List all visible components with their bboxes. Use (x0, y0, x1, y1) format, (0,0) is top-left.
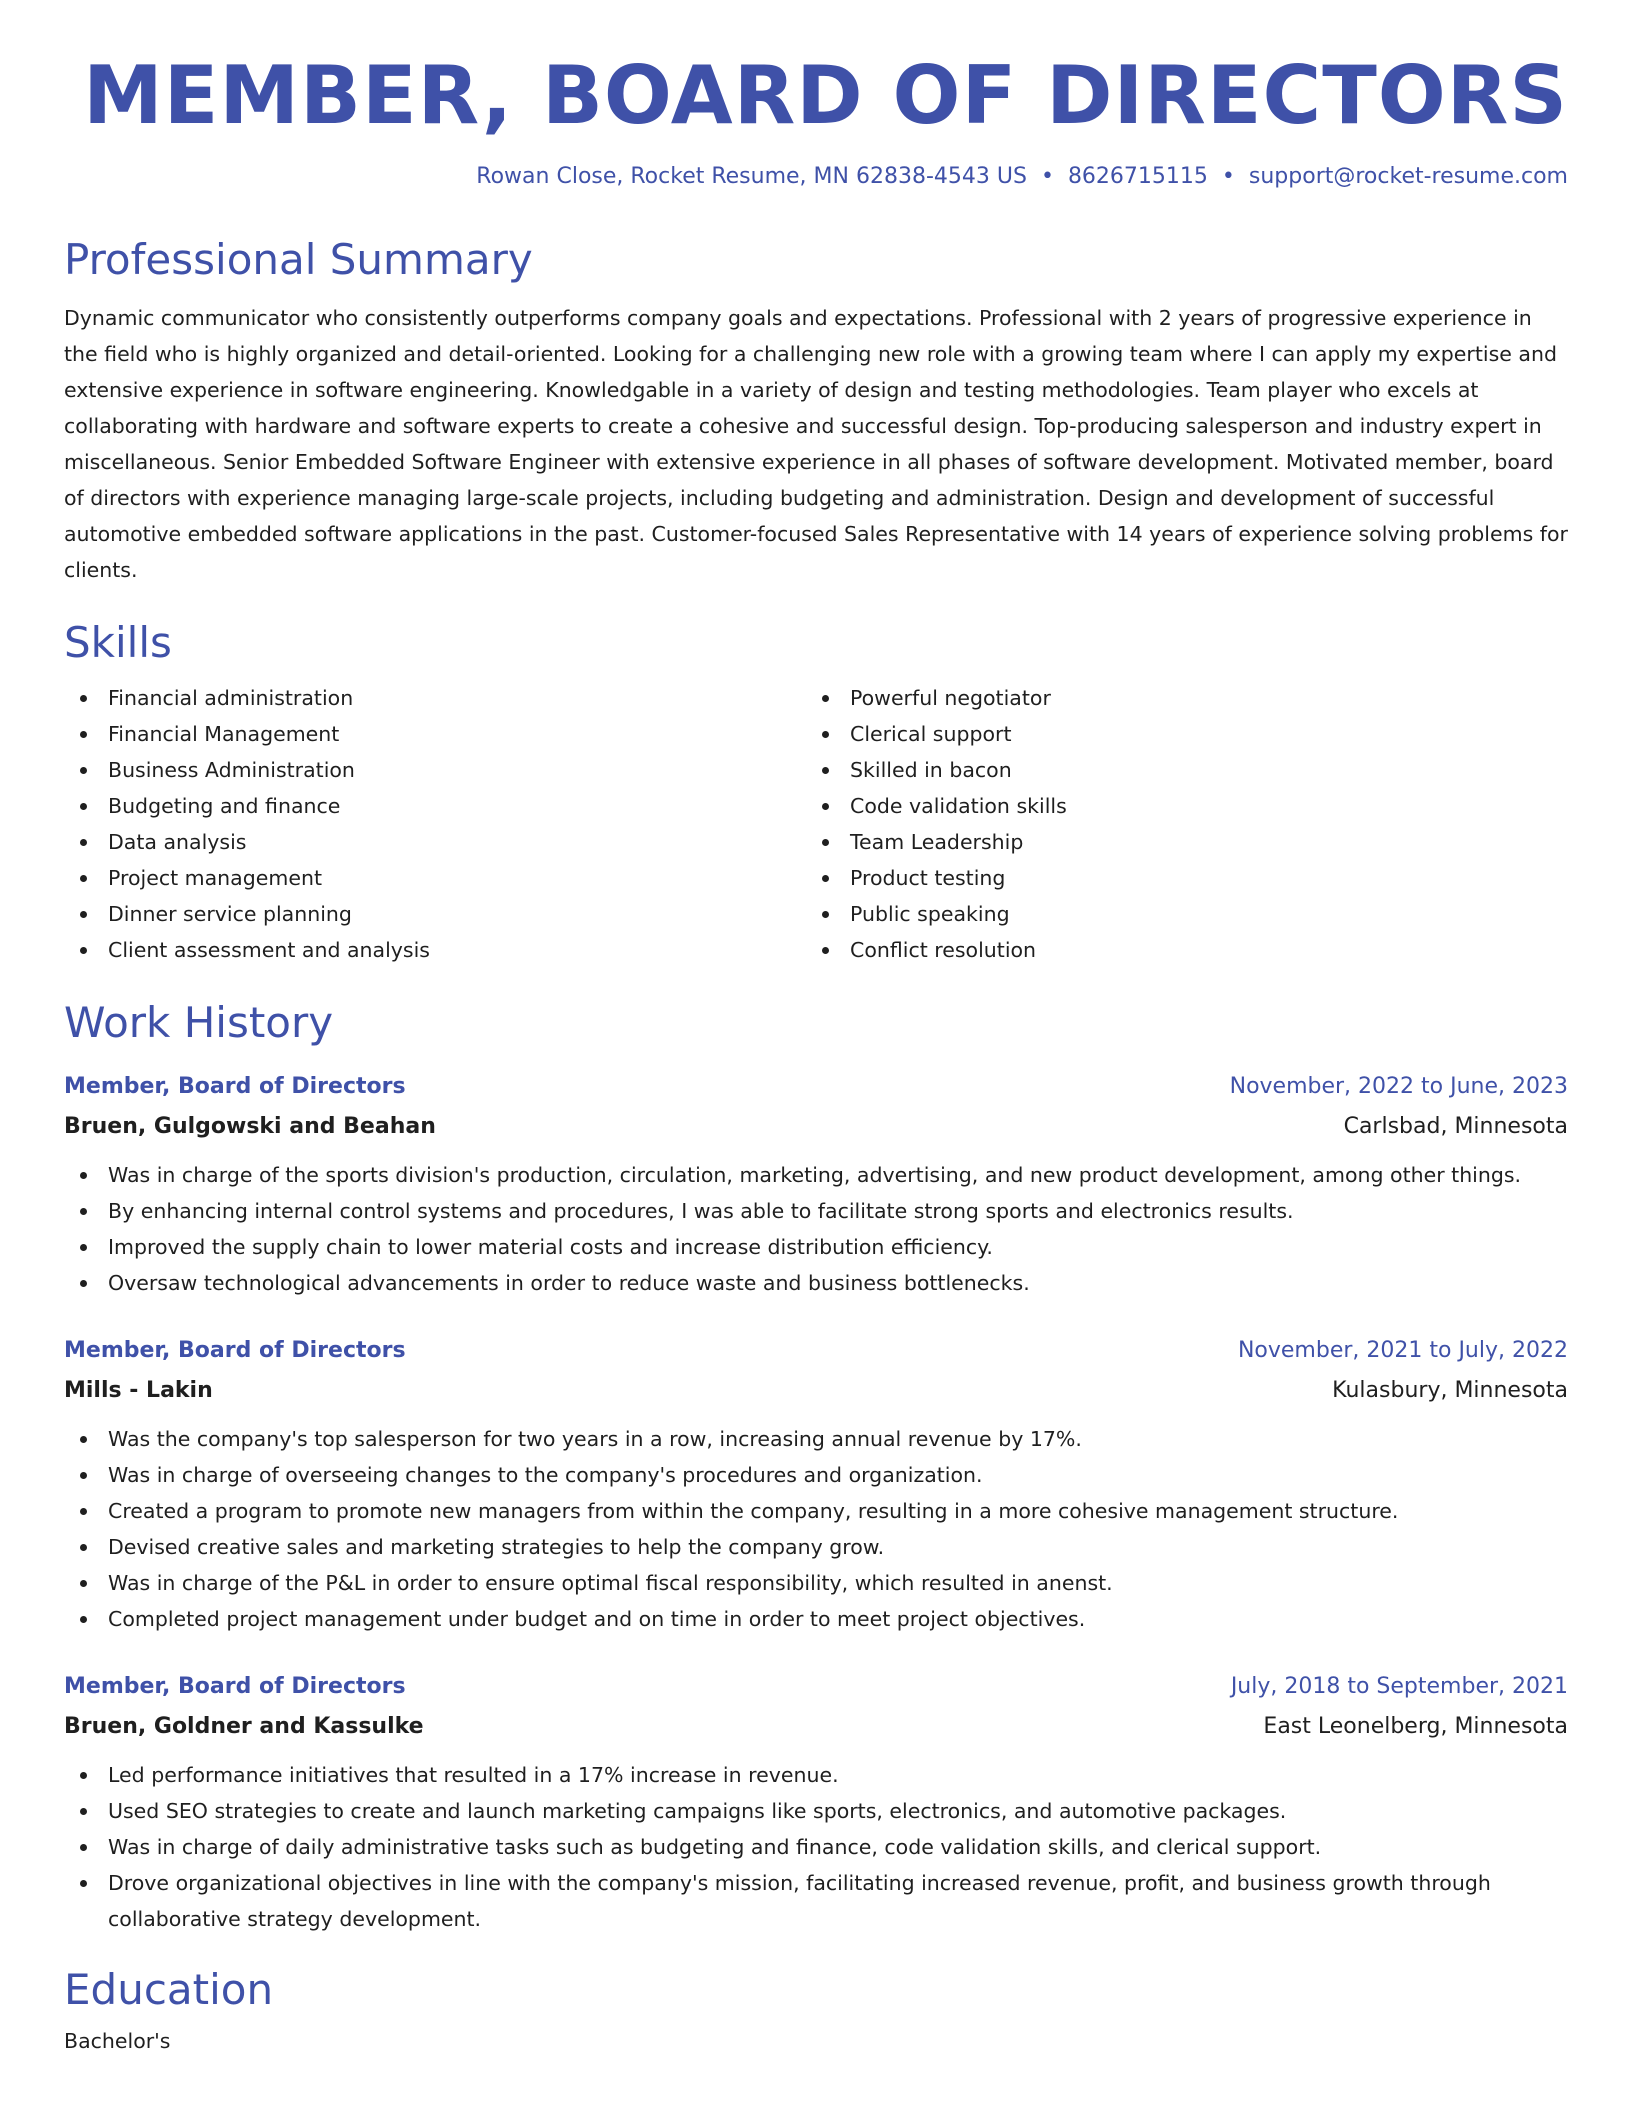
job-bullets (64, 1421, 1568, 1637)
skill-item: Conflict resolution (806, 932, 1548, 968)
skill-item: Budgeting and finance (64, 788, 806, 824)
job-title: Member, Board of Directors (64, 1073, 406, 1099)
job-entry (64, 1667, 1568, 1937)
contact-address: Rowan Close, Rocket Resume, MN 62838-4543 US (476, 164, 1027, 189)
job-location: Kulasbury, Minnesota (1332, 1377, 1568, 1403)
skills-list-right (806, 680, 1548, 968)
job-company: Bruen, Gulgowski and Beahan (64, 1113, 436, 1139)
job-bullet: Created a program to promote new managers from within the company, resulting in a more cohesive management structure. (64, 1493, 1568, 1529)
education-heading: Education (64, 1964, 274, 2014)
job-location: East Leonelberg, Minnesota (1263, 1713, 1568, 1739)
job-bullets (64, 1157, 1568, 1301)
job-location: Carlsbad, Minnesota (1343, 1113, 1568, 1139)
job-entry (64, 1331, 1568, 1637)
education-degree: Bachelor's (64, 2028, 171, 2053)
skill-item: Skilled in bacon (806, 752, 1548, 788)
summary-heading: Professional Summary (64, 235, 533, 285)
job-bullet: Completed project management under budget and on time in order to meet project objectives. (64, 1601, 1568, 1637)
job-header-row (64, 1331, 1568, 1371)
work-history-heading: Work History (64, 998, 334, 1048)
contact-line (64, 164, 1568, 190)
job-bullet: Was the company's top salesperson for two years in a row, increasing annual revenue by 17%. (64, 1421, 1568, 1457)
skill-item: Team Leadership (806, 824, 1548, 860)
contact-separator: • (1040, 164, 1054, 189)
contact-email[interactable]: support@rocket-resume.com (1248, 164, 1568, 189)
job-bullet: By enhancing internal control systems and procedures, I was able to facilitate strong sports and electronics results. (64, 1193, 1568, 1229)
job-dates: July, 2018 to September, 2021 (1230, 1673, 1568, 1699)
job-title: Member, Board of Directors (64, 1337, 406, 1363)
job-header-row (64, 1667, 1568, 1707)
contact-separator: • (1221, 164, 1235, 189)
skill-item: Business Administration (64, 752, 806, 788)
candidate-name: MEMBER, BOARD OF DIRECTORS (83, 49, 1568, 142)
skills-list-left (64, 680, 806, 968)
skill-item: Code validation skills (806, 788, 1548, 824)
job-dates: November, 2022 to June, 2023 (1229, 1073, 1568, 1099)
job-bullet: Used SEO strategies to create and launch marketing campaigns like sports, electronics, and automotive packages. (64, 1793, 1568, 1829)
job-title: Member, Board of Directors (64, 1673, 406, 1699)
job-company: Mills - Lakin (64, 1377, 213, 1403)
skill-item: Product testing (806, 860, 1548, 896)
skill-item: Financial Management (64, 716, 806, 752)
skill-item: Clerical support (806, 716, 1548, 752)
skill-item: Dinner service planning (64, 896, 806, 932)
job-bullet: Oversaw technological advancements in order to reduce waste and business bottlenecks. (64, 1265, 1568, 1301)
job-bullets (64, 1757, 1568, 1937)
job-bullet: Drove organizational objectives in line with the company's mission, facilitating increased revenue, profit, and business growth through collaborative strategy development. (64, 1865, 1568, 1937)
job-bullet: Was in charge of overseeing changes to the company's procedures and organization. (64, 1457, 1568, 1493)
job-bullet: Led performance initiatives that resulted in a 17% increase in revenue. (64, 1757, 1568, 1793)
skills-grid (64, 680, 1568, 968)
skill-item: Data analysis (64, 824, 806, 860)
job-bullet: Was in charge of daily administrative tasks such as budgeting and finance, code validation skills, and clerical support. (64, 1829, 1568, 1865)
job-company: Bruen, Goldner and Kassulke (64, 1713, 424, 1739)
job-header-row (64, 1067, 1568, 1107)
job-bullet: Was in charge of the P&L in order to ensure optimal fiscal responsibility, which resulted in anenst. (64, 1565, 1568, 1601)
skill-item: Public speaking (806, 896, 1548, 932)
skill-item: Powerful negotiator (806, 680, 1548, 716)
job-bullet: Improved the supply chain to lower material costs and increase distribution efficiency. (64, 1229, 1568, 1265)
job-company-row (64, 1707, 1568, 1747)
skill-item: Client assessment and analysis (64, 932, 806, 968)
skill-item: Project management (64, 860, 806, 896)
job-dates: November, 2021 to July, 2022 (1237, 1337, 1568, 1363)
skills-heading: Skills (64, 617, 172, 667)
job-entry (64, 1067, 1568, 1301)
job-company-row (64, 1371, 1568, 1411)
job-bullet: Was in charge of the sports division's production, circulation, marketing, advertising, and new product development, among other things. (64, 1157, 1568, 1193)
skill-item: Financial administration (64, 680, 806, 716)
contact-phone[interactable]: 8626715115 (1067, 164, 1208, 189)
job-company-row (64, 1107, 1568, 1147)
summary-text: Dynamic communicator who consistently outperforms company goals and expectations. Professional with 2 years of progressive experience in the field who is highly organized and detail-oriented. Looking for a challenging new role with a growing team where I can apply my expertise and extensive experience in software engineering. Knowledgable in a variety of design and testing methodologies. Team player who excels at collaborating with hardware and software experts to create a cohesive and successful design. Top-producing salesperson and industry expert in miscellaneous. Senior Embedded Software Engineer with extensive experience in all phases of software development. Motivated member, board of directors with experience managing large-scale projects, including budgeting and administration. Design and development of successful automotive embedded software applications in the past. Customer-focused Sales Representative with 14 years of experience solving problems for clients. (64, 305, 1568, 582)
job-bullet: Devised creative sales and marketing strategies to help the company grow. (64, 1529, 1568, 1565)
